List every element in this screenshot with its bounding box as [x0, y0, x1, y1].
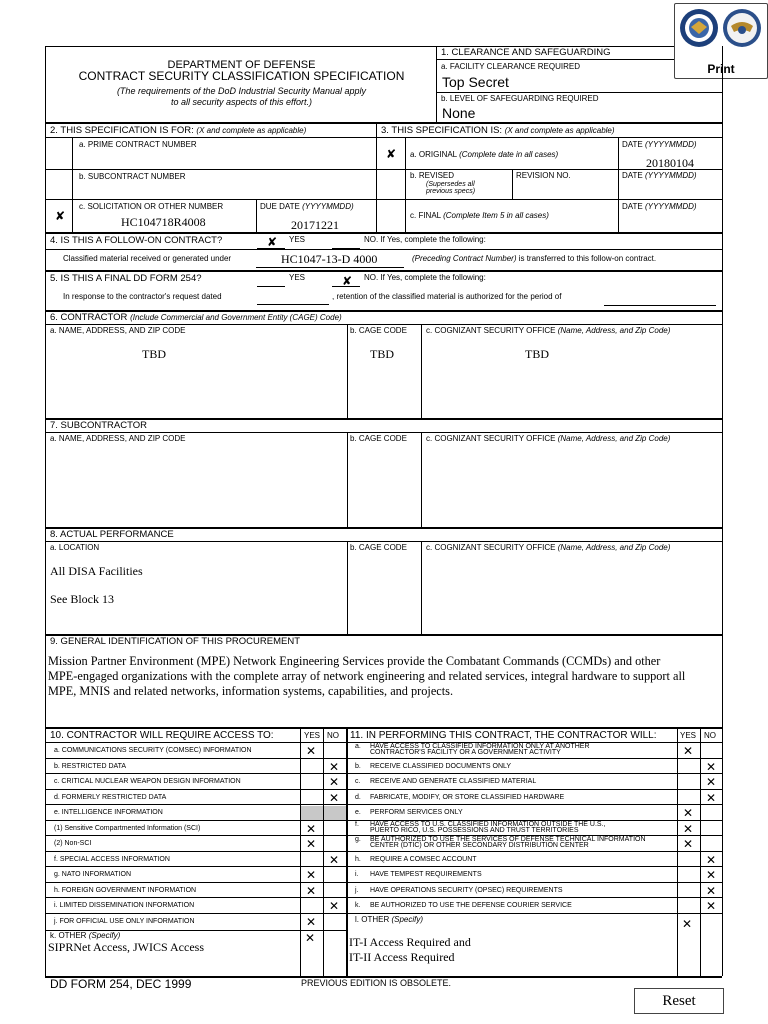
- block10-row-label: c. CRITICAL NUCLEAR WEAPON DESIGN INFORMATION: [54, 778, 241, 785]
- block6b-label: b. CAGE CODE: [350, 326, 407, 335]
- block10-yes-mark[interactable]: ✕: [306, 884, 317, 898]
- block10-no-header: NO: [327, 731, 339, 740]
- revision-no-label: REVISION NO.: [516, 171, 571, 180]
- procurement-description-line1[interactable]: Mission Partner Environment (MPE) Network Engineering Services provide the Combatant Commands (CCMDs) and other: [48, 654, 661, 668]
- procurement-description-line2[interactable]: MPE-engaged organizations with the complete array of network engineering and related services, integral hardware to support all: [48, 669, 686, 683]
- block10-yes-mark[interactable]: ✕: [306, 868, 317, 882]
- block11l-other-value2[interactable]: IT-II Access Required: [349, 950, 455, 964]
- block5-yes-label: YES: [289, 273, 306, 282]
- block4-yes-label: YES: [289, 235, 306, 244]
- block11-row-label: RECEIVE AND GENERATE CLASSIFIED MATERIAL: [370, 778, 537, 785]
- block11-yes-header: YES: [680, 731, 697, 740]
- block11-no-mark[interactable]: ✕: [706, 899, 717, 913]
- block11-yes-mark[interactable]: ✕: [683, 837, 694, 851]
- form-title: DEPARTMENT OF DEFENSE CONTRACT SECURITY CLASSIFICATION SPECIFICATION: [78, 59, 405, 83]
- block11-row-label: HAVE ACCESS TO U.S. CLASSIFIED INFORMATION OUTSIDE THE U.S.,: [370, 821, 606, 828]
- block8c-label: c. COGNIZANT SECURITY OFFICE (Name, Address, and Zip Code): [426, 543, 671, 552]
- block11-no-mark[interactable]: ✕: [706, 791, 717, 805]
- block10-row-label: g. NATO INFORMATION: [54, 871, 132, 878]
- print-label: Print: [707, 62, 735, 76]
- block2a-label: a. PRIME CONTRACT NUMBER: [79, 140, 197, 149]
- block2c-checkbox[interactable]: ✘: [55, 209, 66, 223]
- print-button[interactable]: [674, 3, 768, 79]
- block1a-label: a. FACILITY CLEARANCE REQUIRED: [441, 62, 580, 71]
- block10-no-mark[interactable]: ✕: [329, 760, 340, 774]
- block10-row-label: h. FOREIGN GOVERNMENT INFORMATION: [54, 887, 197, 894]
- block11-row-label: HAVE ACCESS TO CLASSIFIED INFORMATION ONLY AT ANOTHER: [370, 743, 590, 750]
- block4-title: 4. IS THIS A FOLLOW-ON CONTRACT?: [50, 235, 223, 246]
- block11-row-label-line2: CENTER (DTIC) OR OTHER SECONDARY DISTRIBUTION CENTER: [370, 842, 589, 849]
- block3a-checkbox[interactable]: ✘: [386, 147, 397, 161]
- contractor-cage-value[interactable]: TBD: [370, 347, 394, 361]
- block5-no-checkbox[interactable]: ✘: [342, 274, 353, 288]
- contractor-cso-value[interactable]: TBD: [525, 347, 549, 361]
- block11-no-mark[interactable]: ✕: [706, 853, 717, 867]
- block11-yes-mark[interactable]: ✕: [683, 822, 694, 836]
- block10-no-mark[interactable]: ✕: [329, 775, 340, 789]
- block10-row-label: i. LIMITED DISSEMINATION INFORMATION: [54, 902, 195, 909]
- block11-row-letter: b.: [355, 763, 361, 770]
- block8a-label: a. LOCATION: [50, 543, 100, 552]
- block10-row-label: (2) Non-SCI: [54, 840, 92, 847]
- block11-row-letter: c.: [355, 778, 361, 785]
- block11-row-label: REQUIRE A COMSEC ACCOUNT: [370, 856, 477, 863]
- block10-row-label: e. INTELLIGENCE INFORMATION: [54, 809, 163, 816]
- block11-yes-mark[interactable]: ✕: [683, 744, 694, 758]
- block11-row-label: HAVE OPERATIONS SECURITY (OPSEC) REQUIREMENTS: [370, 887, 563, 894]
- dod-seal-icon: [679, 8, 719, 48]
- performance-location-line2[interactable]: See Block 13: [50, 592, 114, 606]
- block11-row-label: BE AUTHORIZED TO USE THE DEFENSE COURIER SERVICE: [370, 902, 572, 909]
- block3-title: 3. THIS SPECIFICATION IS: (X and complete as applicable): [381, 125, 615, 136]
- block4-line-suffix: (Preceding Contract Number) is transferred to this follow-on contract.: [412, 254, 657, 263]
- block5-line-prefix: In response to the contractor's request dated: [63, 292, 222, 301]
- block11-no-header: NO: [704, 731, 716, 740]
- performance-location-line1[interactable]: All DISA Facilities: [50, 564, 143, 578]
- block10-no-mark[interactable]: ✕: [329, 853, 340, 867]
- block11-row-letter: i.: [355, 871, 359, 878]
- block11-row-letter: a.: [355, 743, 361, 750]
- block7b-label: b. CAGE CODE: [350, 434, 407, 443]
- block10k-label: k. OTHER (Specify): [50, 931, 121, 940]
- block5-line-mid: , retention of the classified material is authorized for the period of: [332, 292, 562, 301]
- safeguarding-level-value[interactable]: None: [442, 105, 476, 121]
- block7-title: 7. SUBCONTRACTOR: [50, 420, 147, 431]
- block3b-note: (Supersedes all previous specs): [426, 181, 476, 195]
- block11l-other-value1[interactable]: IT-I Access Required and: [349, 935, 471, 949]
- block11l-label: l. OTHER (Specify): [355, 915, 424, 924]
- block3b-label: b. REVISED: [410, 171, 455, 180]
- block10-row-label: a. COMMUNICATIONS SECURITY (COMSEC) INFORMATION: [54, 747, 252, 754]
- block6a-label: a. NAME, ADDRESS, AND ZIP CODE: [50, 326, 186, 335]
- block11-row-label: HAVE TEMPEST REQUIREMENTS: [370, 871, 482, 878]
- block2b-label: b. SUBCONTRACT NUMBER: [79, 172, 186, 181]
- agency-seal-icon: [722, 8, 762, 48]
- block11-row-letter: e.: [355, 809, 361, 816]
- block5-no-label: NO. If Yes, complete the following:: [364, 273, 486, 282]
- block3a-date-label: DATE (YYYYMMDD): [622, 140, 697, 149]
- block4-yes-checkbox[interactable]: ✘: [267, 235, 278, 249]
- block11l-yes-mark[interactable]: ✕: [682, 917, 693, 931]
- block10k-yes-mark[interactable]: ✕: [305, 931, 316, 945]
- block10-no-mark[interactable]: ✕: [329, 791, 340, 805]
- block10-title: 10. CONTRACTOR WILL REQUIRE ACCESS TO:: [50, 730, 274, 741]
- block1-title: 1. CLEARANCE AND SAFEGUARDING: [441, 47, 611, 58]
- block11-row-label: BE AUTHORIZED TO USE THE SERVICES OF DEFENSE TECHNICAL INFORMATION: [370, 836, 646, 843]
- block11-row-letter: d.: [355, 794, 361, 801]
- block7c-label: c. COGNIZANT SECURITY OFFICE (Name, Address, and Zip Code): [426, 434, 671, 443]
- block10-yes-mark[interactable]: ✕: [306, 915, 317, 929]
- block2c-label: c. SOLICITATION OR OTHER NUMBER: [79, 202, 224, 211]
- block3c-label: c. FINAL (Complete Item 5 in all cases): [410, 211, 549, 220]
- block10-no-mark[interactable]: ✕: [329, 899, 340, 913]
- block11-row-letter: f.: [355, 821, 359, 828]
- block11-row-label: PERFORM SERVICES ONLY: [370, 809, 463, 816]
- block11-row-label-line2: PUERTO RICO, U.S. POSSESSIONS AND TRUST TERRITORIES: [370, 827, 579, 834]
- block11-row-label-line2: CONTRACTOR'S FACILITY OR A GOVERNMENT ACTIVITY: [370, 749, 561, 756]
- form-id: DD FORM 254, DEC 1999: [50, 977, 192, 991]
- block5-title: 5. IS THIS A FINAL DD FORM 254?: [50, 273, 202, 284]
- block11-yes-mark[interactable]: ✕: [683, 806, 694, 820]
- block11-no-mark[interactable]: ✕: [706, 760, 717, 774]
- block11-no-mark[interactable]: ✕: [706, 775, 717, 789]
- block11-row-label: RECEIVE CLASSIFIED DOCUMENTS ONLY: [370, 763, 512, 770]
- block3b-date-label: DATE (YYYYMMDD): [622, 171, 697, 180]
- block4-no-label: NO. If Yes, complete the following:: [364, 235, 486, 244]
- contractor-name-value[interactable]: TBD: [142, 347, 166, 361]
- block10-yes-mark[interactable]: ✕: [306, 837, 317, 851]
- block11-row-letter: g.: [355, 836, 361, 843]
- block10-row-label: f. SPECIAL ACCESS INFORMATION: [54, 856, 170, 863]
- block10-yes-mark[interactable]: ✕: [306, 744, 317, 758]
- reset-button[interactable]: [634, 988, 724, 1014]
- block2-title: 2. THIS SPECIFICATION IS FOR: (X and complete as applicable): [50, 125, 307, 136]
- block1b-label: b. LEVEL OF SAFEGUARDING REQUIRED: [441, 94, 599, 103]
- block10-yes-mark[interactable]: ✕: [306, 822, 317, 836]
- block11-row-letter: k.: [355, 902, 361, 909]
- block9-title: 9. GENERAL IDENTIFICATION OF THIS PROCUREMENT: [50, 636, 301, 647]
- reset-label: Reset: [662, 993, 696, 1009]
- block8b-label: b. CAGE CODE: [350, 543, 407, 552]
- block10-yes-header: YES: [304, 731, 321, 740]
- solicitation-number-value[interactable]: HC104718R4008: [121, 215, 206, 229]
- block7a-label: a. NAME, ADDRESS, AND ZIP CODE: [50, 434, 186, 443]
- original-date-value[interactable]: 20180104: [646, 156, 694, 170]
- block11-row-letter: h.: [355, 856, 361, 863]
- block10k-other-value[interactable]: SIPRNet Access, JWICS Access: [48, 940, 204, 954]
- block11-no-mark[interactable]: ✕: [706, 884, 717, 898]
- block6-title: 6. CONTRACTOR (Include Commercial and Government Entity (CAGE) Code): [50, 312, 342, 323]
- block10-row-label: (1) Sensitive Compartmented Information (SCI): [54, 825, 201, 832]
- obsolete-note: PREVIOUS EDITION IS OBSOLETE.: [301, 978, 452, 988]
- block11-row-letter: j.: [355, 887, 359, 894]
- block11-title: 11. IN PERFORMING THIS CONTRACT, THE CONTRACTOR WILL:: [350, 730, 657, 741]
- block10-row-label: b. RESTRICTED DATA: [54, 763, 127, 770]
- block6c-label: c. COGNIZANT SECURITY OFFICE (Name, Address, and Zip Code): [426, 326, 671, 335]
- procurement-description-line3[interactable]: MPE, MNIS and related networks, information systems, capabilities, and projects.: [48, 684, 454, 698]
- due-date-label: DUE DATE (YYYYMMDD): [260, 202, 354, 211]
- block8-title: 8. ACTUAL PERFORMANCE: [50, 529, 174, 540]
- form-subtitle: (The requirements of the DoD Industrial Security Manual apply to all security aspects of this effort.): [116, 86, 367, 107]
- block4-line-prefix: Classified material received or generated under: [63, 254, 232, 263]
- block11-row-label: FABRICATE, MODIFY, OR STORE CLASSIFIED HARDWARE: [370, 794, 565, 801]
- due-date-value[interactable]: 20171221: [291, 218, 339, 232]
- block10-row-label: j. FOR OFFICIAL USE ONLY INFORMATION: [54, 918, 195, 925]
- preceding-contract-value[interactable]: HC1047-13-D 4000: [281, 252, 378, 266]
- facility-clearance-value[interactable]: Top Secret: [442, 74, 509, 90]
- block3a-label: a. ORIGINAL (Complete date in all cases): [410, 150, 559, 159]
- block3c-date-label: DATE (YYYYMMDD): [622, 202, 697, 211]
- block11-no-mark[interactable]: ✕: [706, 868, 717, 882]
- block10-row-label: d. FORMERLY RESTRICTED DATA: [54, 794, 167, 801]
